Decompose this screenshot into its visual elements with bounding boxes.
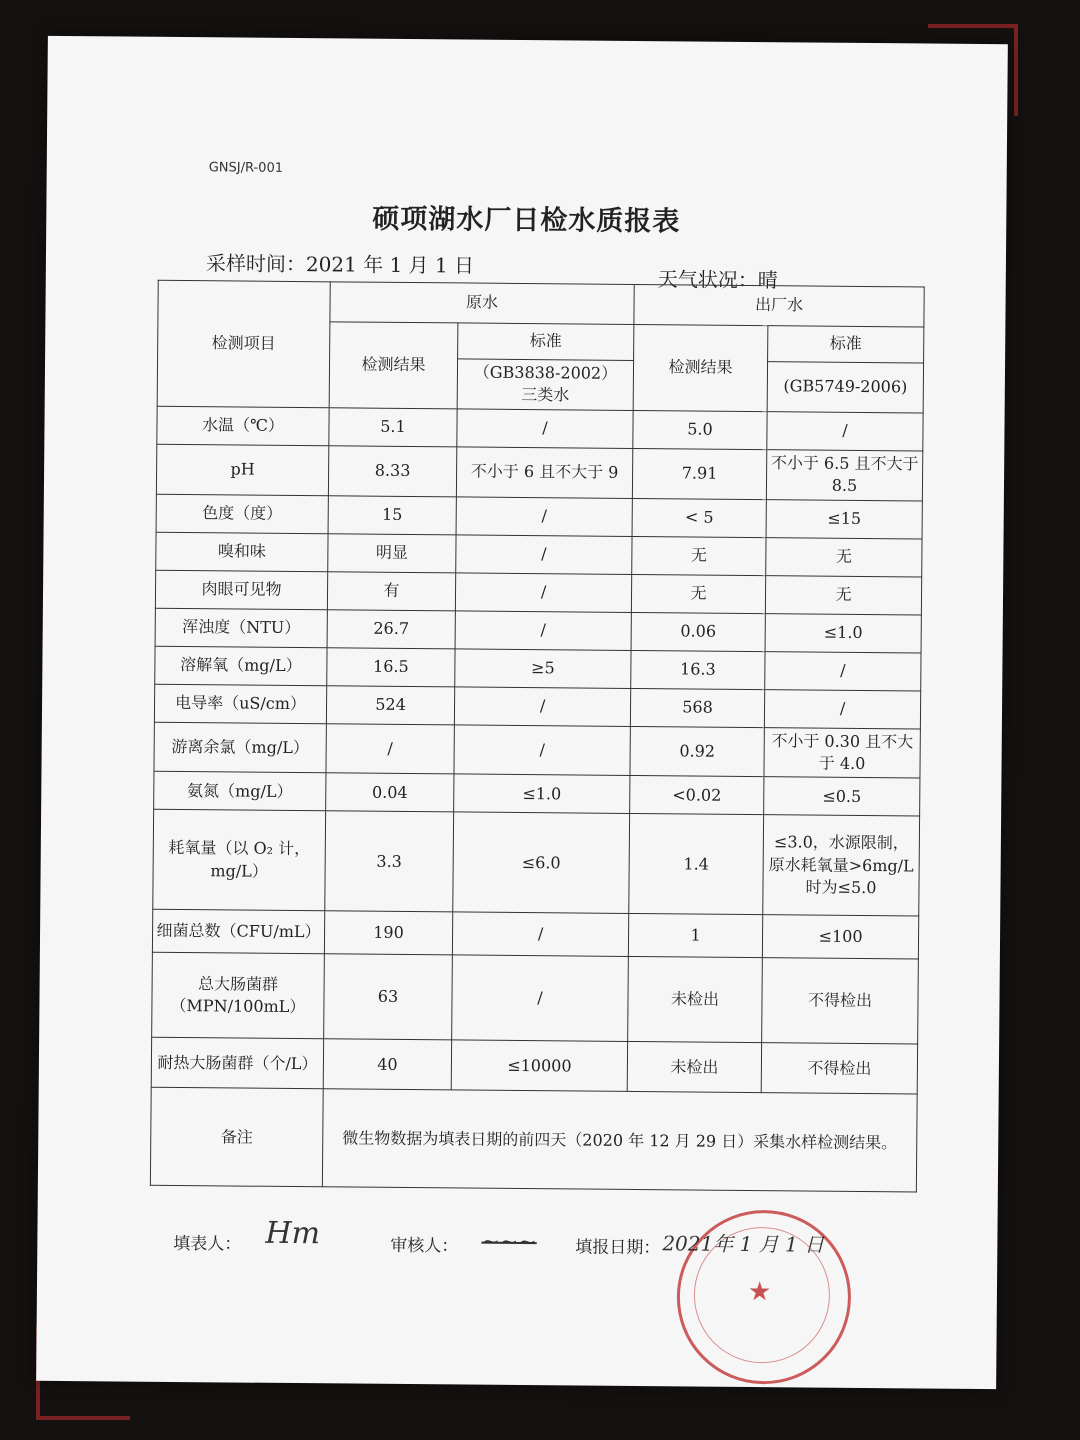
out-result-cell: 5.0	[633, 410, 767, 449]
reviewer-signature: ~~~	[481, 1229, 537, 1256]
date-label: 填报日期：	[575, 1237, 661, 1259]
out-standard-cell: ≤100	[762, 915, 918, 959]
raw-result-cell: 524	[326, 685, 454, 724]
out-result-cell: 未检出	[628, 957, 763, 1043]
raw-standard-cell: /	[456, 496, 632, 536]
table-row	[154, 722, 920, 778]
header-out-standard-code: (GB5749-2006)	[767, 362, 923, 413]
item-cell: 溶解氧（mg/L）	[155, 646, 327, 685]
raw-result-cell: 15	[328, 495, 456, 534]
table-row	[154, 684, 920, 729]
item-cell: 肉眼可见物	[155, 570, 327, 609]
table-row	[154, 772, 920, 817]
raw-standard-cell: /	[454, 686, 630, 726]
out-standard-cell: 不得检出	[762, 958, 919, 1044]
item-cell: 耗氧量（以 O₂ 计，mg/L）	[153, 810, 326, 911]
seal-star-icon: ★	[747, 1276, 772, 1308]
out-standard-cell: 不小于 6.5 且不大于 8.5	[766, 449, 922, 500]
header-out-standard: 标准	[768, 326, 924, 363]
filler-signature: Hm	[265, 1215, 321, 1252]
out-standard-cell: 不小于 0.30 且不大于 4.0	[764, 727, 920, 778]
header-raw-standard: 标准	[458, 323, 634, 361]
reviewer-label: 审核人：	[390, 1235, 459, 1257]
note-label: 备注	[150, 1088, 323, 1187]
out-standard-cell: /	[767, 411, 923, 450]
item-cell: 游离余氯（mg/L）	[154, 722, 326, 773]
raw-result-cell: /	[326, 723, 454, 774]
item-cell: 耐热大肠菌群（个/L）	[151, 1038, 323, 1089]
out-result-cell: 1.4	[629, 814, 764, 915]
raw-result-cell: 16.5	[327, 647, 455, 686]
table-row	[155, 608, 921, 653]
out-result-cell: 568	[630, 688, 764, 727]
report-date-handwritten: 2021年 1 月 1 日	[662, 1231, 825, 1257]
table-row	[156, 532, 922, 577]
page-title: 硕项湖水厂日检水质报表	[372, 203, 681, 238]
out-result-cell: 无	[632, 536, 766, 575]
out-result-cell: 无	[631, 574, 765, 613]
raw-result-cell: 63	[324, 954, 453, 1040]
table-row	[156, 494, 922, 539]
raw-standard-cell: /	[457, 409, 633, 449]
raw-standard-cell: /	[455, 572, 631, 612]
raw-result-cell: 3.3	[325, 811, 454, 912]
item-cell: 水温（℃）	[157, 406, 329, 445]
raw-result-cell: 0.04	[326, 773, 454, 812]
doc-code: GNSJ/R-001	[208, 160, 284, 176]
raw-standard-cell: /	[454, 724, 630, 775]
out-standard-cell: /	[764, 689, 920, 728]
table-row	[157, 406, 923, 451]
raw-standard-cell: /	[456, 534, 632, 574]
item-cell: 嗅和味	[156, 532, 328, 571]
item-cell: 氨氮（mg/L）	[154, 772, 326, 811]
water-quality-table	[150, 280, 925, 1193]
item-cell: 浑浊度（NTU）	[155, 608, 327, 647]
raw-standard-cell: ≤10000	[451, 1040, 627, 1092]
out-result-cell: 7.91	[632, 448, 766, 499]
out-standard-cell: ≤1.0	[765, 613, 921, 652]
item-cell: pH	[156, 444, 328, 495]
raw-result-cell: 明显	[328, 533, 456, 572]
out-result-cell: 0.06	[631, 612, 765, 651]
out-result-cell: 0.92	[630, 726, 764, 777]
raw-standard-cell: /	[452, 912, 628, 957]
header-item: 检测项目	[157, 280, 330, 407]
note-row	[150, 1088, 917, 1193]
header-out-result: 检测结果	[633, 324, 768, 411]
table-row	[151, 1038, 917, 1095]
table-row	[155, 646, 921, 691]
raw-result-cell: 8.33	[328, 446, 456, 497]
raw-standard-cell: ≥5	[455, 648, 631, 688]
out-result-cell: < 5	[632, 498, 766, 537]
table-row	[156, 444, 922, 500]
raw-result-cell: 5.1	[329, 408, 457, 447]
header-raw-standard-code: （GB3838-2002） 三类水	[457, 359, 633, 410]
filler-label: 填表人：	[173, 1233, 242, 1255]
out-standard-cell: ≤3.0，水源限制，原水耗氧量>6mg/L 时为≤5.0	[763, 815, 920, 916]
report-paper	[36, 36, 1008, 1389]
raw-result-cell: 有	[327, 571, 455, 610]
item-cell: 电导率（uS/cm）	[154, 684, 326, 723]
header-out-water: 出厂水	[634, 284, 924, 327]
raw-result-cell: 26.7	[327, 609, 455, 648]
out-result-cell: <0.02	[630, 776, 764, 815]
header-raw-result: 检测结果	[329, 322, 458, 409]
out-standard-cell: ≤0.5	[764, 777, 920, 816]
item-cell: 总大肠菌群（MPN/100mL）	[152, 953, 325, 1039]
out-result-cell: 16.3	[631, 650, 765, 689]
raw-standard-cell: /	[455, 610, 631, 650]
raw-result-cell: 190	[324, 911, 452, 955]
raw-standard-cell: /	[452, 955, 629, 1042]
out-standard-cell: 不得检出	[761, 1043, 917, 1094]
out-standard-cell: ≤15	[766, 499, 922, 538]
table-row	[155, 570, 921, 615]
header-raw-water: 原水	[330, 282, 634, 325]
raw-standard-cell: ≤1.0	[454, 774, 630, 814]
raw-standard-cell: ≤6.0	[453, 812, 630, 914]
item-cell: 细菌总数（CFU/mL）	[152, 910, 324, 954]
out-standard-cell: /	[765, 651, 921, 690]
table-row	[152, 953, 919, 1045]
out-standard-cell: 无	[765, 575, 921, 614]
table-row	[153, 810, 920, 917]
sampling-time: 采样时间：2021 年 1 月 1 日	[205, 251, 475, 278]
raw-result-cell: 40	[323, 1039, 451, 1090]
item-cell: 色度（度）	[156, 494, 328, 533]
note-text: 微生物数据为填表日期的前四天（2020 年 12 月 29 日）采集水样检测结果。	[322, 1089, 917, 1192]
out-result-cell: 未检出	[627, 1042, 761, 1093]
weather-status: 天气状况：晴	[657, 267, 778, 293]
out-standard-cell: 无	[766, 537, 922, 576]
out-result-cell: 1	[628, 914, 762, 958]
table-row	[152, 910, 918, 960]
raw-standard-cell: 不小于 6 且不大于 9	[456, 447, 632, 498]
